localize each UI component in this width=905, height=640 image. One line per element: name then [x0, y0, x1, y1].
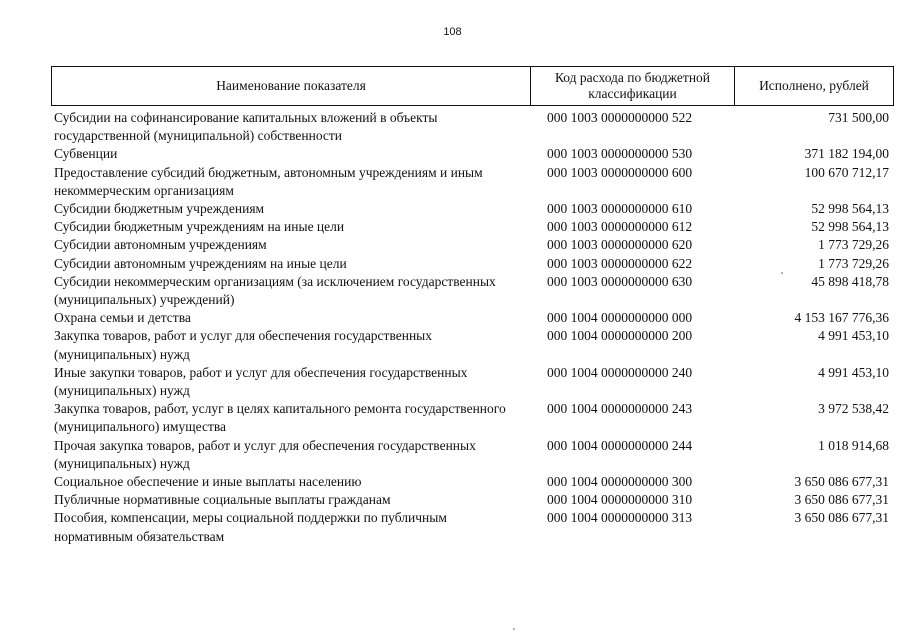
table-row: [51, 236, 894, 254]
row-code: 000 1003 0000000000 630: [547, 273, 693, 289]
row-code: 000 1003 0000000000 600: [547, 164, 693, 180]
row-amount: 100 670 712,17: [804, 164, 889, 180]
row-amount: 1 773 729,26: [818, 255, 889, 271]
row-amount: 4 991 453,10: [818, 364, 889, 380]
row-name: Социальное обеспечение и иные выплаты населению: [54, 474, 362, 490]
table-row: [51, 164, 894, 200]
table-row: [51, 255, 894, 273]
row-code: 000 1003 0000000000 522: [547, 110, 693, 125]
row-amount: 731 500,00: [828, 110, 889, 125]
header-name: Наименование показателя: [52, 67, 531, 105]
row-amount: 4 991 453,10: [818, 328, 889, 344]
row-amount: 3 650 086 677,31: [794, 474, 889, 490]
row-code: 000 1003 0000000000 612: [547, 219, 693, 235]
row-code: 000 1004 0000000000 243: [547, 401, 693, 417]
row-code: 000 1004 0000000000 313: [547, 510, 693, 526]
table-row: [51, 509, 894, 545]
row-name: Субсидии автономным учреждениям на иные цели: [54, 255, 347, 271]
row-code: 000 1003 0000000000 530: [547, 146, 693, 162]
row-name: Закупка товаров, работ и услуг для обеспечения государственных (муниципальных) нужд: [54, 328, 433, 362]
table-row: [51, 473, 894, 491]
row-amount: 1 773 729,26: [818, 237, 889, 253]
row-amount: 1 018 914,68: [818, 437, 889, 453]
row-name: Субсидии некоммерческим организациям (за исключением государственных (муниципальных) учреждений): [54, 273, 496, 308]
table-header: [51, 66, 894, 106]
table-body: [51, 109, 894, 546]
row-code: 000 1003 0000000000 610: [547, 201, 693, 217]
row-code: 000 1004 0000000000 240: [547, 364, 693, 380]
row-amount: 3 972 538,42: [818, 401, 889, 417]
table-row: [51, 145, 894, 163]
row-amount: 52 998 564,13: [811, 219, 889, 235]
row-amount: 4 153 167 776,36: [794, 310, 889, 326]
table-row: [51, 309, 894, 327]
row-code: 000 1004 0000000000 300: [547, 474, 693, 490]
row-name: Прочая закупка товаров, работ и услуг для обеспечения государственных (муниципальных) нужд: [54, 437, 476, 471]
row-amount: 371 182 194,00: [804, 146, 889, 162]
row-code: 000 1004 0000000000 310: [547, 492, 693, 508]
header-code: Код расхода по бюджетной классификации: [531, 67, 735, 105]
row-name: Иные закупки товаров, работ и услуг для обеспечения государственных (муниципальных) нужд: [54, 364, 468, 399]
row-code: 000 1003 0000000000 620: [547, 237, 693, 253]
table-row: [51, 437, 894, 473]
table-row: [51, 327, 894, 363]
table-row: [51, 273, 894, 309]
row-code: 000 1004 0000000000 200: [547, 328, 693, 344]
row-amount: 45 898 418,78: [811, 273, 889, 289]
row-code: 000 1004 0000000000 244: [547, 437, 693, 453]
row-code: 000 1004 0000000000 000: [547, 310, 693, 326]
row-name: Субсидии автономным учреждениям: [54, 237, 267, 253]
row-name: Субсидии бюджетным учреждениям на иные цели: [54, 219, 345, 235]
row-name: Закупка товаров, работ, услуг в целях капитального ремонта государственного (муниципального) имущества: [54, 401, 506, 435]
page-number: 108: [443, 26, 462, 38]
header-amount: Исполнено, рублей: [759, 78, 869, 93]
row-name: Субвенции: [54, 146, 118, 162]
row-name: Субсидии на софинансирование капитальных вложений в объекты государственной (муниципальной) собственности: [54, 110, 438, 144]
row-code: 000 1003 0000000000 622: [547, 255, 693, 271]
row-name: Охрана семьи и детства: [54, 310, 191, 326]
table-row: [51, 200, 894, 218]
row-amount: 52 998 564,13: [811, 201, 889, 217]
row-name: Субсидии бюджетным учреждениям: [54, 201, 265, 217]
row-name: Предоставление субсидий бюджетным, автономным учреждениям и иным некоммерческим организациям: [54, 164, 483, 198]
row-amount: 3 650 086 677,31: [794, 510, 889, 526]
row-name: Пособия, компенсации, меры социальной поддержки по публичным нормативным обязательствам: [54, 510, 447, 544]
table-row: [51, 491, 894, 509]
table-row: [51, 364, 894, 400]
table-row: [51, 400, 894, 436]
row-amount: 3 650 086 677,31: [794, 492, 889, 508]
table-row: [51, 109, 894, 145]
row-name: Публичные нормативные социальные выплаты гражданам: [54, 492, 391, 508]
scan-speck: [513, 628, 515, 630]
table-row: [51, 218, 894, 236]
scan-speck: [781, 272, 783, 274]
